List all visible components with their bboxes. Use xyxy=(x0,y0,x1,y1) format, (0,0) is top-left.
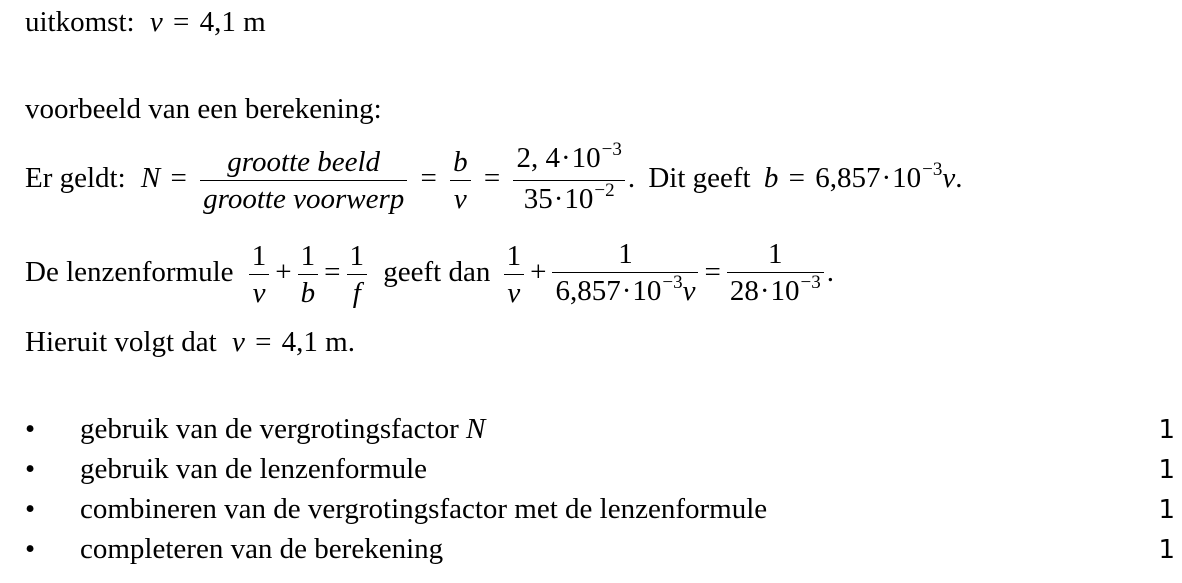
outcome-equals: = xyxy=(172,6,190,38)
bullet-marker: • xyxy=(25,453,36,485)
step1-prefix: Er geldt: xyxy=(25,162,126,195)
criterion-text: combineren van de vergrotingsfactor met de lenzenformule xyxy=(80,493,768,525)
step1-line xyxy=(25,140,962,221)
step1-eq1: = xyxy=(170,162,187,195)
object-size-value: $35\cdot 10^{-2}$ xyxy=(523,180,615,215)
step1-result: $6,857\cdot 10^{-3}v$. xyxy=(815,159,963,195)
step1-N: N xyxy=(140,162,161,195)
outcome-variable: v xyxy=(149,6,163,38)
bullet-marker: • xyxy=(25,533,36,565)
step1-period: . xyxy=(627,162,636,195)
criterion-score: 1 xyxy=(1158,455,1175,485)
outcome-label: uitkomst: xyxy=(25,6,135,38)
size-ratio-fraction xyxy=(513,140,624,221)
bullet-marker: • xyxy=(25,413,36,445)
substituted-term-b: $\frac{1}{6,857\cdot 10^{-3}v}$ xyxy=(552,236,698,313)
criterion-row xyxy=(25,413,1175,453)
step2-prefix: De lenzenformule xyxy=(25,256,234,289)
step2-eq2: = xyxy=(704,256,721,289)
step1-b: b xyxy=(763,162,779,195)
step3-prefix: Hieruit volgt dat xyxy=(25,326,217,358)
criterion-text: gebruik van de lenzenformule xyxy=(80,453,428,485)
example-heading: voorbeeld van een berekening: xyxy=(25,93,382,125)
criterion-row xyxy=(25,493,1175,533)
step2-eq1: = xyxy=(324,256,341,289)
step1-eq2: = xyxy=(420,162,437,195)
substituted-term-f: $\frac{1}{28\cdot 10^{-3}}$ xyxy=(727,236,824,313)
magnification-numerator: grootte beeld xyxy=(200,144,407,181)
criterion-row xyxy=(25,453,1175,493)
substituted-term-v: $\frac{1}{v}$ xyxy=(504,238,525,311)
step1-middle-text: Dit geeft xyxy=(648,162,751,195)
outcome-value: 4,1 m xyxy=(199,6,266,38)
criterion-score: 1 xyxy=(1158,535,1175,565)
b-numerator: b xyxy=(450,144,471,181)
magnification-fraction xyxy=(200,144,407,217)
step1-eq4: = xyxy=(788,162,805,195)
image-size-value: 2, $4\cdot 10^{-3}$ xyxy=(513,140,624,181)
criterion-score: 1 xyxy=(1158,495,1175,525)
step2-line xyxy=(25,236,834,313)
criterion-score: 1 xyxy=(1158,415,1175,445)
step3-line xyxy=(25,326,355,359)
step1-eq3: = xyxy=(483,162,501,195)
b-over-v-fraction xyxy=(450,144,471,217)
outcome-line xyxy=(25,6,266,39)
step3-value: 4,1 m. xyxy=(281,326,355,358)
v-denominator: v xyxy=(453,183,467,215)
lens-formula-term-f: $\frac{1}{f}$ xyxy=(347,238,368,311)
criterion-text: gebruik van de vergrotingsfactor N xyxy=(80,413,486,445)
step2-plus2: + xyxy=(530,256,547,289)
lens-formula-term-v: $\frac{1}{v}$ xyxy=(249,238,270,311)
step2-plus1: + xyxy=(275,256,292,289)
criterion-row xyxy=(25,533,1175,573)
step2-middle-text: geeft dan xyxy=(383,256,491,289)
step3-variable: v xyxy=(231,326,245,358)
lens-formula-term-b: $\frac{1}{b}$ xyxy=(298,238,319,311)
step3-equals: = xyxy=(255,326,272,358)
magnification-denominator: grootte voorwerp xyxy=(203,183,405,215)
criterion-text: completeren van de berekening xyxy=(80,533,444,565)
bullet-marker: • xyxy=(25,493,36,525)
step2-period: . xyxy=(826,256,834,289)
